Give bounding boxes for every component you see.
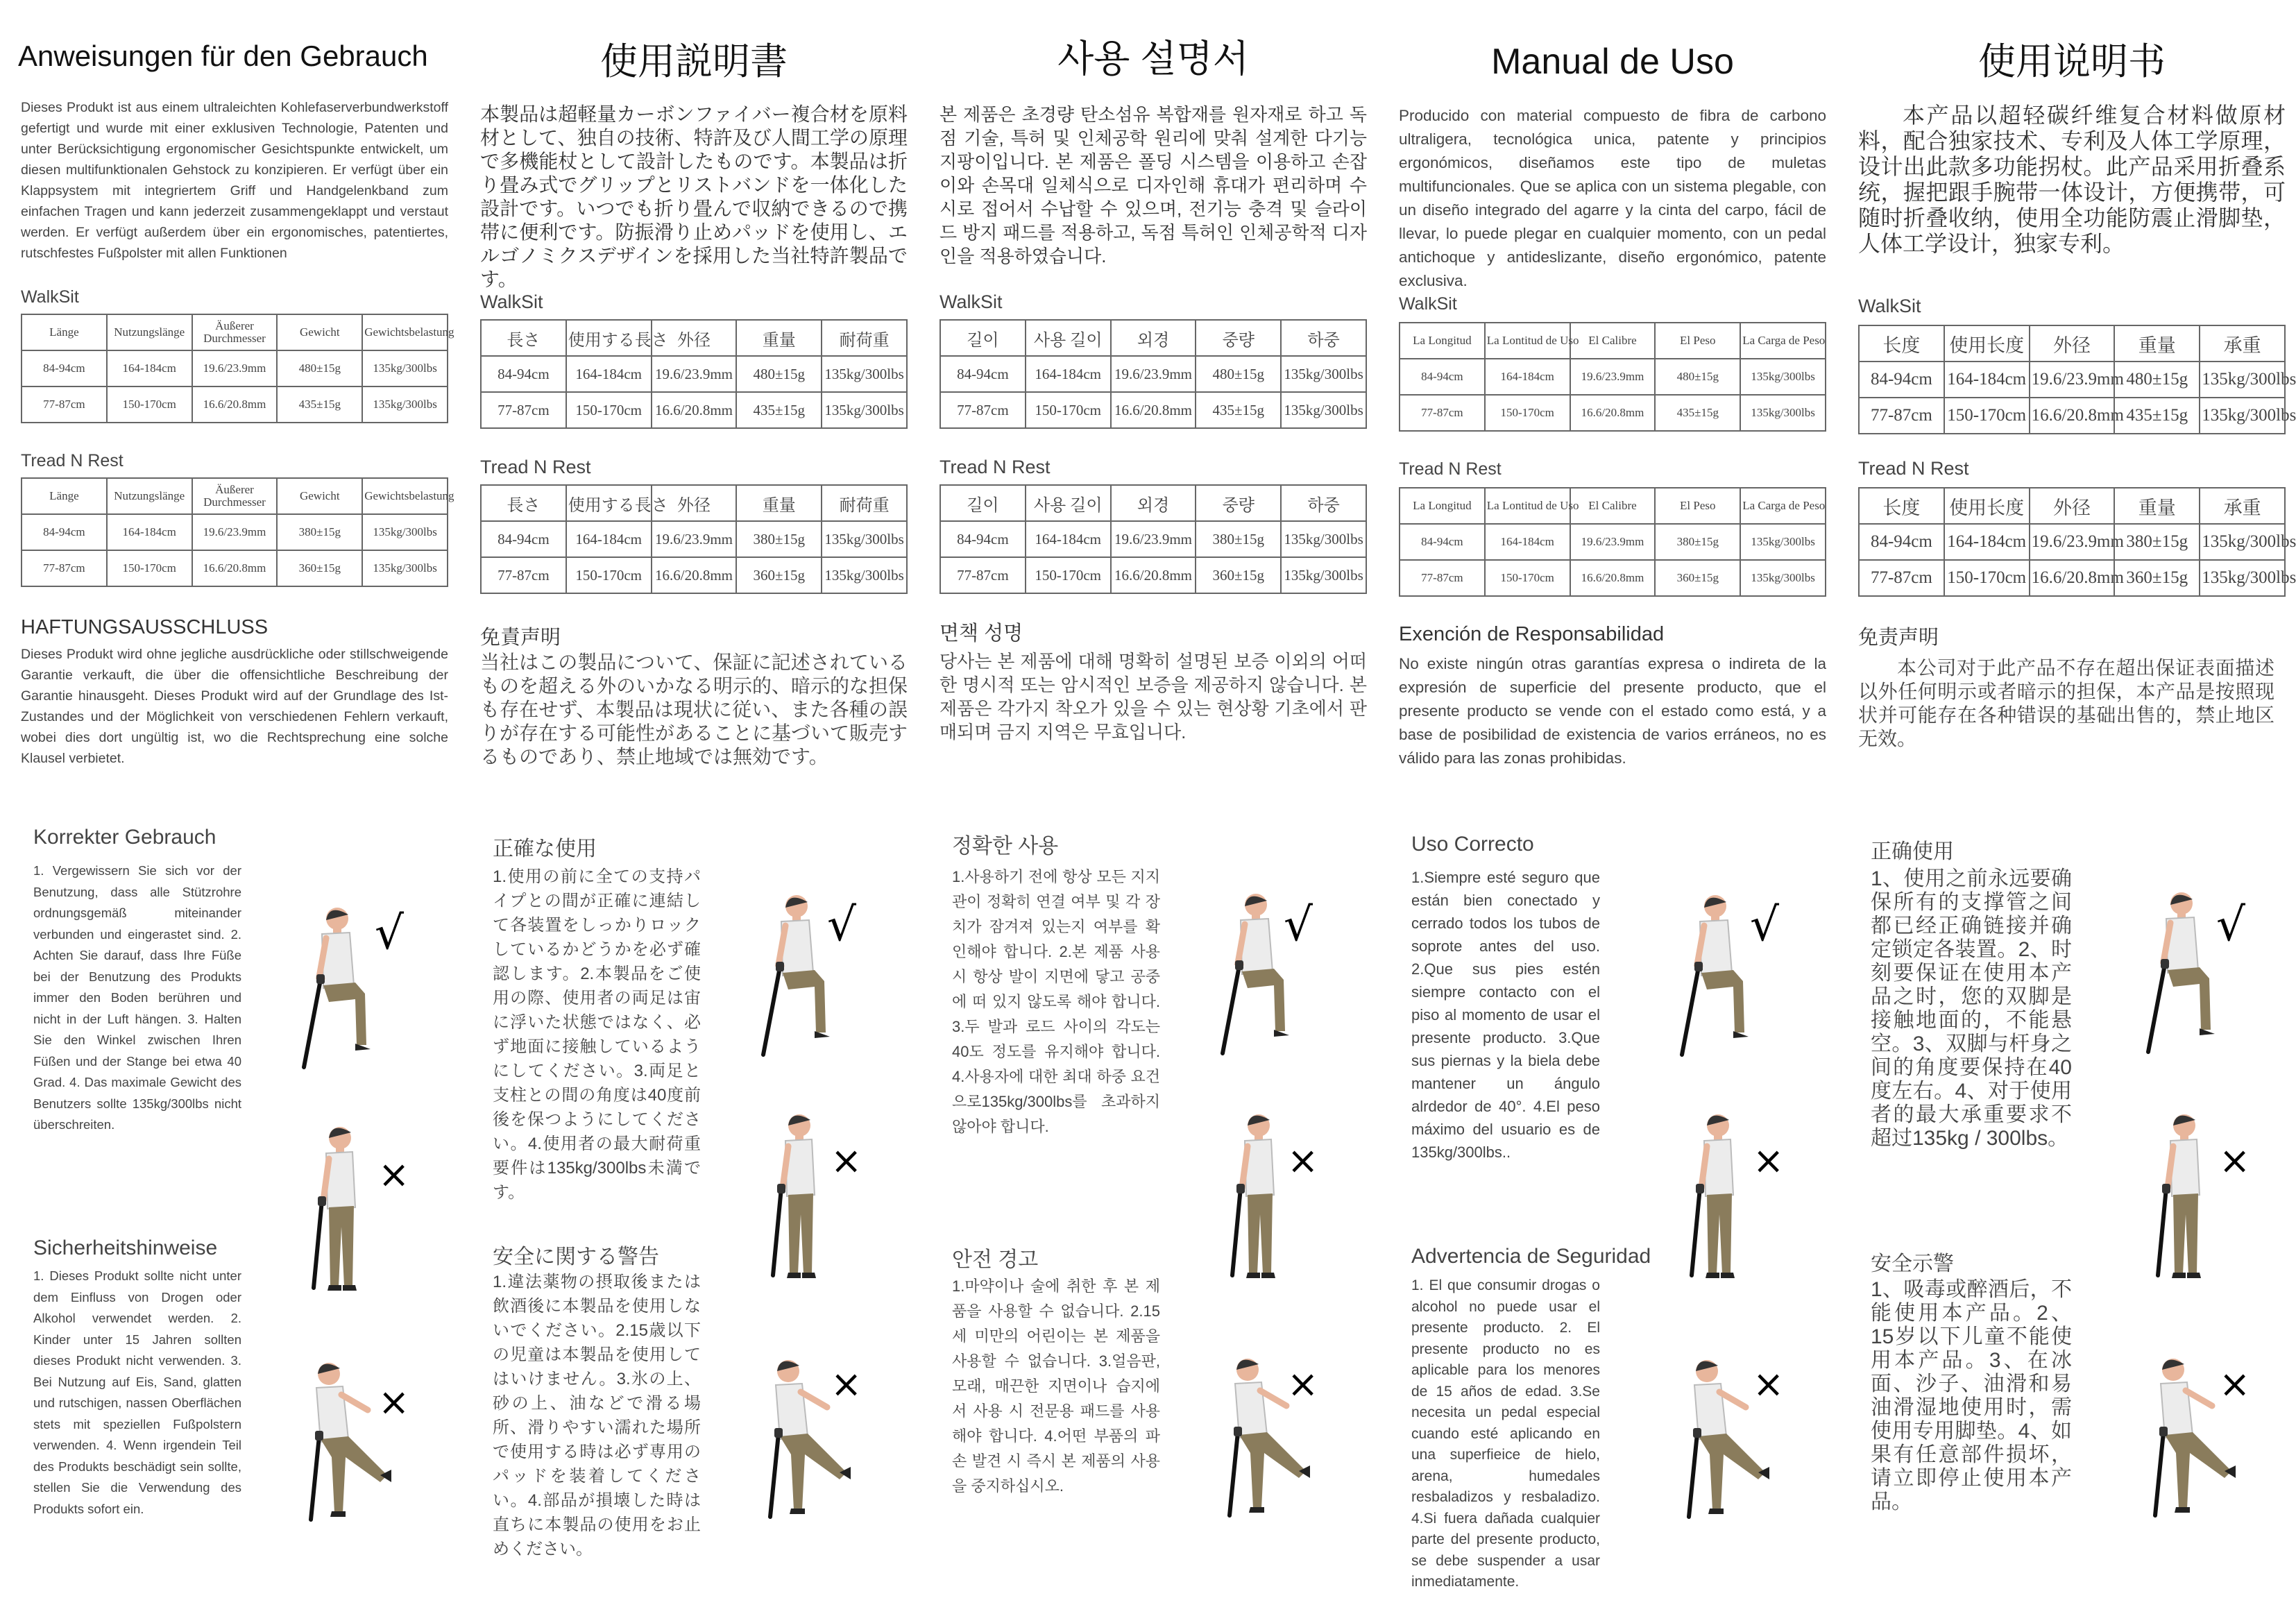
disclaimer-text: Dieses Produkt wird ohne jegliche ausdrückliche oder stillschweigende Garantie verkauft, die über die offensichtliche Beschreibung der Garantie hinausgeht. Dieses Produkt wird auf der Grundlage des Ist-Zustandes und der Möglichkeit von verschiedenen Fehlern verkauft, wobei dies dort ungültig ist, wo die Rechtsprechung eine solche Klausel verbietet. bbox=[21, 647, 448, 766]
header-cell: 耐荷重 bbox=[822, 485, 907, 521]
treadnrest-spec-table bbox=[1399, 487, 1826, 597]
cross-mark: × bbox=[1753, 1362, 1785, 1406]
table-cell: 19.6/23.9mm bbox=[2030, 524, 2115, 560]
usage-text: 1.使用の前に全ての支持パイプとの間が正確に連結して各装置をしっかりロックしているかどうかを必ず確認します。2.本製品をご使用の際、使用者の両足は宙に浮いた状態ではなく、必ず地面に接触しているようにしてください。3.両足と支柱との間の角度は40度前後を保つようにしてください。4.使用者の最大耐荷重要件は135kg/300lbs未満です。 bbox=[493, 867, 701, 1202]
header-cell: El Calibre bbox=[1570, 488, 1656, 524]
disclaimer-text: 当社はこの製品について、保証に記述されているものを超える外のいかなる明示的、暗示的な担保も存在せず、本製品は現状に従い、また各種の誤りが存在する可能性があることに基づいて販売するものであり、禁止地域では無効です。 bbox=[480, 652, 908, 767]
table-cell: 135kg/300lbs bbox=[1740, 524, 1826, 560]
column-spanish bbox=[1391, 0, 1835, 1623]
table-header-row bbox=[1859, 325, 2285, 362]
table-cell: 84-94cm bbox=[22, 514, 107, 550]
cross-mark: × bbox=[831, 1139, 862, 1182]
table-row bbox=[940, 392, 1366, 428]
header-cell: 耐荷重 bbox=[822, 320, 907, 356]
table-cell: 435±15g bbox=[1655, 395, 1740, 431]
usage-title: Uso Correcto bbox=[1411, 833, 1534, 856]
table-header-row bbox=[22, 478, 448, 514]
usage-title: 정확한 사용 bbox=[952, 835, 1059, 858]
disclaimer-text: 本公司对于此产品不存在超出保证表面描述以外任何明示或者暗示的担保，本产品是按照现状并可能存在各种错误的基础出售的，禁止地区无效。 bbox=[1858, 657, 2274, 749]
table-row bbox=[22, 350, 448, 386]
column-german bbox=[12, 0, 457, 1623]
header-cell: El Calibre bbox=[1570, 323, 1656, 359]
usage-title: 正確な使用 bbox=[493, 838, 597, 860]
table-cell: 380±15g bbox=[1196, 521, 1281, 557]
table-cell: 380±15g bbox=[1655, 524, 1740, 560]
table-cell: 16.6/20.8mm bbox=[1570, 395, 1656, 431]
table-header-row bbox=[940, 320, 1366, 356]
header-cell: 外径 bbox=[2030, 488, 2115, 524]
table-cell: 135kg/300lbs bbox=[822, 557, 907, 593]
table-cell: 135kg/300lbs bbox=[1281, 392, 1366, 428]
header-cell: 使用する長さ bbox=[566, 485, 652, 521]
table-cell: 135kg/300lbs bbox=[822, 356, 907, 392]
table-cell: 380±15g bbox=[2114, 524, 2200, 560]
table-row bbox=[1859, 362, 2285, 398]
table-cell: 84-94cm bbox=[1859, 362, 1944, 398]
header-cell: Gewichtsbelastung bbox=[362, 478, 448, 514]
table-cell: 77-87cm bbox=[1859, 560, 1944, 596]
header-cell: 外径 bbox=[652, 320, 737, 356]
safety-title: Advertencia de Seguridad bbox=[1411, 1245, 1651, 1268]
cross-mark: × bbox=[2219, 1362, 2251, 1406]
table-cell: 135kg/300lbs bbox=[822, 521, 907, 557]
table-cell: 84-94cm bbox=[940, 356, 1026, 392]
treadnrest-title: Tread N Rest bbox=[480, 457, 591, 477]
table-cell: 150-170cm bbox=[1944, 398, 2030, 434]
table-cell: 16.6/20.8mm bbox=[1111, 557, 1196, 593]
table-row bbox=[481, 521, 907, 557]
table-header-row bbox=[940, 485, 1366, 521]
table-row bbox=[1400, 560, 1826, 596]
safety-title: Sicherheitshinweise bbox=[33, 1237, 218, 1259]
table-cell: 135kg/300lbs bbox=[1740, 560, 1826, 596]
table-cell: 150-170cm bbox=[1026, 557, 1111, 593]
table-cell: 19.6/23.9mm bbox=[2030, 362, 2115, 398]
walksit-title: WalkSit bbox=[480, 291, 543, 312]
table-cell: 77-87cm bbox=[481, 557, 566, 593]
table-cell: 135kg/300lbs bbox=[2200, 524, 2285, 560]
header-cell: Gewichtsbelastung bbox=[362, 314, 448, 350]
table-cell: 164-184cm bbox=[107, 514, 192, 550]
table-cell: 150-170cm bbox=[107, 550, 192, 586]
table-cell: 135kg/300lbs bbox=[2200, 398, 2285, 434]
table-cell: 135kg/300lbs bbox=[1281, 356, 1366, 392]
table-row bbox=[940, 521, 1366, 557]
header-cell: Nutzungslänge bbox=[107, 478, 192, 514]
table-cell: 135kg/300lbs bbox=[1740, 359, 1826, 395]
header-cell: 长度 bbox=[1859, 488, 1944, 524]
header-cell: El Peso bbox=[1655, 488, 1740, 524]
cross-mark: × bbox=[1287, 1362, 1319, 1406]
treadnrest-spec-table bbox=[480, 484, 908, 594]
disclaimer-text: 당사는 본 제품에 대해 명확히 설명된 보증 이외의 어떠한 명시적 또는 암시적인 보증을 제공하지 않습니다. 본 제품은 각가지 착오가 있을 수 있는 현상황 기초에서 판매되며 금지 지역은 무효입니다. bbox=[939, 651, 1367, 742]
table-cell: 480±15g bbox=[1196, 356, 1281, 392]
header-cell: La Longitud bbox=[1400, 488, 1485, 524]
safety-title: 安全に関する警告 bbox=[493, 1246, 659, 1268]
table-cell: 150-170cm bbox=[1026, 392, 1111, 428]
check-mark: √ bbox=[1284, 898, 1313, 951]
table-cell: 19.6/23.9mm bbox=[192, 350, 278, 386]
treadnrest-title: Tread N Rest bbox=[939, 457, 1051, 477]
table-header-row bbox=[22, 314, 448, 350]
header-cell: El Peso bbox=[1655, 323, 1740, 359]
table-row bbox=[940, 356, 1366, 392]
disclaimer-title: 면책 성명 bbox=[939, 622, 1023, 645]
usage-title: Korrekter Gebrauch bbox=[33, 826, 216, 849]
table-cell: 135kg/300lbs bbox=[2200, 362, 2285, 398]
walksit-spec-table bbox=[480, 319, 908, 429]
header-cell: Gewicht bbox=[277, 478, 362, 514]
table-cell: 150-170cm bbox=[566, 557, 652, 593]
table-header-row bbox=[481, 485, 907, 521]
header-cell: 使用长度 bbox=[1944, 488, 2030, 524]
walksit-spec-table bbox=[939, 319, 1367, 429]
table-cell: 480±15g bbox=[1655, 359, 1740, 395]
table-cell: 164-184cm bbox=[1026, 356, 1111, 392]
treadnrest-title: Tread N Rest bbox=[21, 451, 124, 470]
header-cell: La Carga de Peso bbox=[1740, 488, 1826, 524]
cross-mark: × bbox=[831, 1362, 862, 1406]
table-cell: 84-94cm bbox=[940, 521, 1026, 557]
table-cell: 164-184cm bbox=[1944, 524, 2030, 560]
header-cell: 길이 bbox=[940, 485, 1026, 521]
table-cell: 84-94cm bbox=[481, 356, 566, 392]
table-cell: 164-184cm bbox=[566, 356, 652, 392]
header-cell: 承重 bbox=[2200, 488, 2285, 524]
check-mark: √ bbox=[1750, 898, 1780, 951]
table-header-row bbox=[1400, 323, 1826, 359]
cross-mark: × bbox=[378, 1153, 410, 1196]
disclaimer-title: Exención de Responsabilidad bbox=[1399, 623, 1665, 645]
table-cell: 360±15g bbox=[2114, 560, 2200, 596]
disclaimer-title: 免責声明 bbox=[480, 627, 561, 649]
column-chinese bbox=[1850, 0, 2294, 1623]
table-cell: 84-94cm bbox=[1400, 359, 1485, 395]
standing-person-figure bbox=[2127, 1110, 2252, 1284]
header-cell: 외경 bbox=[1111, 320, 1196, 356]
table-row bbox=[1859, 398, 2285, 434]
header-cell: 외경 bbox=[1111, 485, 1196, 521]
table-cell: 150-170cm bbox=[107, 386, 192, 423]
table-cell: 16.6/20.8mm bbox=[652, 392, 737, 428]
header-cell: Nutzungslänge bbox=[107, 314, 192, 350]
header-cell: 사용 길이 bbox=[1026, 320, 1111, 356]
table-cell: 135kg/300lbs bbox=[822, 392, 907, 428]
cross-mark: × bbox=[2219, 1139, 2251, 1182]
treadnrest-spec-table bbox=[939, 484, 1367, 594]
table-row bbox=[1400, 359, 1826, 395]
cross-mark: × bbox=[1753, 1139, 1785, 1182]
header-cell: Gewicht bbox=[277, 314, 362, 350]
walksit-spec-table bbox=[1399, 322, 1826, 432]
table-cell: 77-87cm bbox=[940, 392, 1026, 428]
table-cell: 16.6/20.8mm bbox=[652, 557, 737, 593]
table-cell: 19.6/23.9mm bbox=[652, 521, 737, 557]
treadnrest-title: Tread N Rest bbox=[1858, 458, 1969, 479]
header-cell: 重量 bbox=[736, 320, 822, 356]
usage-text: 1.사용하기 전에 항상 모든 지지관이 정확히 연결 여부 및 각 장치가 잠겨져 있는지 여부를 확인해야 합니다. 2.본 제품 사용 시 항상 발이 지면에 닿고 공중에 떠 있지 않도록 해야 합니다. 3.두 발과 로드 사이의 각도는 40도 정도를 유지해야 합니다. 4.사용자에 대한 최대 하중 요건으로135kg/300lbs를 초과하지 않아야 합니다. bbox=[952, 868, 1160, 1135]
header-cell: La Lontitud de Uso bbox=[1485, 488, 1570, 524]
usage-title: 正确使用 bbox=[1871, 840, 1954, 863]
table-row bbox=[1400, 395, 1826, 431]
table-cell: 435±15g bbox=[736, 392, 822, 428]
table-cell: 480±15g bbox=[736, 356, 822, 392]
header-cell: 길이 bbox=[940, 320, 1026, 356]
table-row bbox=[1400, 524, 1826, 560]
header-cell: La Carga de Peso bbox=[1740, 323, 1826, 359]
table-cell: 150-170cm bbox=[1485, 395, 1570, 431]
walksit-spec-table bbox=[21, 314, 454, 423]
table-cell: 135kg/300lbs bbox=[1281, 557, 1366, 593]
disclaimer-title: 免责声明 bbox=[1858, 627, 1939, 649]
table-cell: 19.6/23.9mm bbox=[1111, 356, 1196, 392]
safety-title: 安全示警 bbox=[1871, 1252, 1954, 1275]
table-header-row bbox=[1859, 488, 2285, 524]
table-row bbox=[1859, 524, 2285, 560]
header-cell: 重量 bbox=[2114, 325, 2200, 362]
table-cell: 360±15g bbox=[736, 557, 822, 593]
walksit-spec-table bbox=[1858, 325, 2296, 434]
table-cell: 164-184cm bbox=[1026, 521, 1111, 557]
table-cell: 135kg/300lbs bbox=[1281, 521, 1366, 557]
usage-text: 1、使用之前永远要确保所有的支撑管之间都已经正确链接并确定锁定各装置。2、时刻要保证在使用本产品之时，您的双脚是接触地面的，不能悬空。3、双脚与杆身之间的角度要保持在40度左右。4、对于使用者的最大承重要求不超过135kg / 300lbs。 bbox=[1871, 867, 2072, 1150]
header-cell: 长度 bbox=[1859, 325, 1944, 362]
safety-text: 1. El que consumir drogas o alcohol no puede usar el presente producto. 2. El presente producto no es aplicable para los menores de 15 años de edad. 3.Se necesita un pedal especial cuando esté aplicando en una superfieice de hielo, arena, humedales resbaladizos y resbaladizo. 4.Si fuera dañada cualquier parte del presente producto, se debe suspender a usar inmediatamente. bbox=[1411, 1277, 1600, 1590]
usage-text: 1. Vergewissern Sie sich vor der Benutzung, dass alle Stützrohre ordnungsgemäß miteinander verbunden und eingerastet sind. 2. Achten Sie darauf, dass Ihre Füße bei der Benutzung des Produkts immer den Boden berühren und nicht in der Luft hängen. 3. Halten Sie den Winkel zwischen Ihren Füßen und der Stange bei etwa 40 Grad. 4. Das maximale Gewicht des Benutzers sollte 135kg/300lbs nicht überschreiten. bbox=[33, 863, 241, 1132]
table-row bbox=[481, 356, 907, 392]
walksit-title: WalkSit bbox=[21, 287, 79, 307]
header-cell: 중량 bbox=[1196, 320, 1281, 356]
cross-mark: × bbox=[1287, 1139, 1319, 1182]
check-mark: √ bbox=[2216, 898, 2246, 951]
safety-text: 1. Dieses Produkt sollte nicht unter dem Einfluss von Drogen oder Alkohol verwendet werden. 2. Kinder unter 15 Jahren sollten dieses Produkt nicht verwenden. 3. Bei Nutzung auf Eis, Sand, glatten und rutschigen, nassen Oberflächen stets mit speziellen Fußpolstern verwenden. 4. Wenn irgendein Teil des Produkts beschädigt sein sollte, stellen Sie die Verwendung des Produkts sofort ein. bbox=[33, 1268, 241, 1516]
intro-text: 本製品は超軽量カーボンファイバー複合材を原料材として、独自の技術、特許及び人間工学の原理で多機能杖として設計したものです。本製品は折り畳み式でグリップとリストバンドを一体化した設計です。いつでも折り畳んで収納できるので携帯に便利です。防振滑り止めパッドを使用し、エルゴノミクスデザインを採用した当社特許製品です。 bbox=[480, 103, 908, 290]
table-cell: 150-170cm bbox=[1944, 560, 2030, 596]
walksit-title: WalkSit bbox=[939, 291, 1003, 312]
check-mark: √ bbox=[827, 898, 857, 951]
table-cell: 135kg/300lbs bbox=[362, 386, 448, 423]
column-title: 使用说明书 bbox=[1978, 41, 2166, 83]
usage-text: 1.Siempre esté seguro que están bien conectado y cerrado todos los tubos de soprote antes del uso. 2.Que sus pies estén siempre contacto con el piso al momento de usar el presente producto. 3.Que sus piernas y la biela debe mantener un ángulo alrdedor de 40°. 4.El peso máximo del usuario es de 135kg/300lbs.. bbox=[1411, 869, 1600, 1161]
table-cell: 135kg/300lbs bbox=[1740, 395, 1826, 431]
table-cell: 380±15g bbox=[736, 521, 822, 557]
table-cell: 77-87cm bbox=[1859, 398, 1944, 434]
walksit-title: WalkSit bbox=[1399, 294, 1457, 314]
table-row bbox=[481, 557, 907, 593]
table-cell: 16.6/20.8mm bbox=[192, 550, 278, 586]
cross-mark: × bbox=[378, 1380, 410, 1424]
header-cell: 사용 길이 bbox=[1026, 485, 1111, 521]
table-cell: 164-184cm bbox=[107, 350, 192, 386]
header-cell: 使用する長さ bbox=[566, 320, 652, 356]
table-row bbox=[481, 392, 907, 428]
table-cell: 164-184cm bbox=[1485, 359, 1570, 395]
disclaimer-title: HAFTUNGSAUSSCHLUSS bbox=[21, 616, 269, 638]
table-cell: 84-94cm bbox=[1859, 524, 1944, 560]
column-title: Manual de Uso bbox=[1491, 42, 1734, 82]
column-japanese bbox=[472, 0, 916, 1623]
table-header-row bbox=[481, 320, 907, 356]
header-cell: 중량 bbox=[1196, 485, 1281, 521]
table-cell: 77-87cm bbox=[1400, 560, 1485, 596]
table-cell: 77-87cm bbox=[481, 392, 566, 428]
table-cell: 16.6/20.8mm bbox=[2030, 560, 2115, 596]
standing-person-figure bbox=[1202, 1110, 1327, 1284]
header-cell: La Longitud bbox=[1400, 323, 1485, 359]
disclaimer-text: No existe ningún otras garantías expresa o indireta de la expresión de superficie del presente producto, que el presente producto se vende con el estado como está, y a base de posibilidad de existencia de varios erráneos, no es válido para las zonas prohibidas. bbox=[1399, 655, 1826, 767]
column-title: 사용 설명서 bbox=[1057, 38, 1249, 80]
table-cell: 150-170cm bbox=[1485, 560, 1570, 596]
column-title: 使用説明書 bbox=[600, 41, 788, 83]
table-row bbox=[22, 386, 448, 423]
table-cell: 16.6/20.8mm bbox=[2030, 398, 2115, 434]
table-cell: 135kg/300lbs bbox=[2200, 560, 2285, 596]
table-cell: 380±15g bbox=[277, 514, 362, 550]
table-cell: 16.6/20.8mm bbox=[192, 386, 278, 423]
table-cell: 84-94cm bbox=[481, 521, 566, 557]
header-cell: 承重 bbox=[2200, 325, 2285, 362]
header-cell: Äußerer Durchmesser bbox=[192, 478, 278, 514]
intro-text: Producido con material compuesto de fibra de carbono ultraligera, tecnológica unica, patente y principios ergonómicos, diseñamos este tipo de muletas multifuncionales. Que se aplica con un sistema plegable, con un diseño integrado del agarre y la cinta del carpo, fácil de llevar, lo puede plegar en cualquier momento, con un pedal antichoque y antideslizante, diseño ergonómico, patente exclusiva. bbox=[1399, 107, 1826, 289]
header-cell: 使用长度 bbox=[1944, 325, 2030, 362]
table-cell: 19.6/23.9mm bbox=[1111, 521, 1196, 557]
table-cell: 84-94cm bbox=[1400, 524, 1485, 560]
table-cell: 360±15g bbox=[277, 550, 362, 586]
standing-person-figure bbox=[742, 1110, 867, 1284]
table-cell: 435±15g bbox=[277, 386, 362, 423]
table-row bbox=[940, 557, 1366, 593]
table-cell: 77-87cm bbox=[22, 550, 107, 586]
header-cell: 重量 bbox=[736, 485, 822, 521]
table-cell: 360±15g bbox=[1196, 557, 1281, 593]
table-cell: 360±15g bbox=[1655, 560, 1740, 596]
table-cell: 435±15g bbox=[1196, 392, 1281, 428]
intro-text: 本产品以超轻碳纤维复合材料做原材料，配合独家技术、专利及人体工学原理，设计出此款多功能拐杖。此产品采用折叠系统，握把跟手腕带一体设计，方便携带，可随时折叠收纳，使用全功能防震止滑脚垫，人体工学设计，独家专利。 bbox=[1858, 103, 2286, 256]
table-cell: 19.6/23.9mm bbox=[192, 514, 278, 550]
header-cell: 外径 bbox=[652, 485, 737, 521]
header-cell: 長さ bbox=[481, 320, 566, 356]
walksit-title: WalkSit bbox=[1858, 296, 1921, 316]
table-cell: 135kg/300lbs bbox=[362, 550, 448, 586]
column-title: Anweisungen für den Gebrauch bbox=[18, 40, 428, 72]
column-korean bbox=[931, 0, 1375, 1623]
table-cell: 480±15g bbox=[277, 350, 362, 386]
table-cell: 19.6/23.9mm bbox=[1570, 359, 1656, 395]
check-mark: √ bbox=[375, 906, 405, 960]
safety-text: 1.違法薬物の摂取後または飲酒後に本製品を使用しないでください。2.15歳以下の児童は本製品を使用してはいけません。3.氷の上、砂の上、油などで滑る場所、滑りやすい濡れた場所で使用する時は必ず専用のパッドを装着してください。4.部品が損壊した時は直ちに本製品の使用をお止めください。 bbox=[493, 1273, 701, 1558]
intro-text: 본 제품은 초경량 탄소섬유 복합재를 원자재로 하고 독점 기술, 특허 및 인체공학 원리에 맞춰 설계한 다기능 지팡이입니다. 본 제품은 폴딩 시스템을 이용하고 손잡이와 손목대 일체식으로 디자인해 휴대가 편리하며 수시로 접어서 수납할 수 있으며, 전기능 충격 및 슬라이드 방지 패드를 적용하고, 독점 특허인 인체공학적 디자인을 적용하였습니다. bbox=[939, 104, 1367, 266]
safety-text: 1、吸毒或醉酒后，不能使用本产品。2、15岁以下儿童不能使用本产品。3、在冰面、沙子、油滑和易油滑湿地使用时，需使用专用脚垫。4、如果有任意部件损坏，请立即停止使用本产品。 bbox=[1871, 1278, 2072, 1513]
table-cell: 135kg/300lbs bbox=[362, 350, 448, 386]
header-cell: Äußerer Durchmesser bbox=[192, 314, 278, 350]
table-cell: 84-94cm bbox=[22, 350, 107, 386]
header-cell: La Lontitud de Uso bbox=[1485, 323, 1570, 359]
header-cell: 外径 bbox=[2030, 325, 2115, 362]
header-cell: 하중 bbox=[1281, 485, 1366, 521]
table-row bbox=[22, 550, 448, 586]
table-cell: 16.6/20.8mm bbox=[1570, 560, 1656, 596]
table-cell: 19.6/23.9mm bbox=[652, 356, 737, 392]
table-cell: 164-184cm bbox=[1944, 362, 2030, 398]
table-row bbox=[22, 514, 448, 550]
header-cell: 重量 bbox=[2114, 488, 2200, 524]
standing-person-figure bbox=[1661, 1110, 1786, 1284]
table-cell: 164-184cm bbox=[566, 521, 652, 557]
standing-person-figure bbox=[283, 1123, 408, 1296]
intro-text: Dieses Produkt ist aus einem ultraleichten Kohlefaserverbundwerkstoff gefertigt und wurde mit einer exklusiven Technologie, Patenten und unter Berücksichtigung ergonomischer Gesichtspunkte entwickelt, um diesen multifunktionalen Gehstock zu konzipieren. Er verfügt über ein Klappsystem mit integriertem Griff und Handgelenkband zum einfachen Tragen und kann jederzeit zusammengeklappt und verstaut werden. Er verfügt außerdem über ein ergonomisches, patentiertes, rutschfestes Fußpolster mit allen Funktionen bbox=[21, 100, 448, 261]
header-cell: 長さ bbox=[481, 485, 566, 521]
header-cell: 하중 bbox=[1281, 320, 1366, 356]
safety-title: 안전 경고 bbox=[952, 1248, 1039, 1271]
header-cell: Länge bbox=[22, 478, 107, 514]
table-cell: 16.6/20.8mm bbox=[1111, 392, 1196, 428]
table-cell: 77-87cm bbox=[22, 386, 107, 423]
table-cell: 19.6/23.9mm bbox=[1570, 524, 1656, 560]
treadnrest-title: Tread N Rest bbox=[1399, 459, 1502, 479]
treadnrest-spec-table bbox=[21, 477, 454, 587]
table-cell: 480±15g bbox=[2114, 362, 2200, 398]
treadnrest-spec-table bbox=[1858, 487, 2296, 597]
table-header-row bbox=[1400, 488, 1826, 524]
table-cell: 77-87cm bbox=[1400, 395, 1485, 431]
table-cell: 164-184cm bbox=[1485, 524, 1570, 560]
safety-text: 1.마약이나 술에 취한 후 본 제품을 사용할 수 없습니다. 2.15세 미만의 어린이는 본 제품을 사용할 수 없습니다. 3.얼음판, 모래, 매끈한 지면이나 습지에서 사용 시 전문용 패드를 사용해야 합니다. 4.어떤 부품의 파손 발견 시 즉시 본 제품의 사용을 중지하십시오. bbox=[952, 1277, 1160, 1495]
table-cell: 135kg/300lbs bbox=[362, 514, 448, 550]
table-cell: 435±15g bbox=[2114, 398, 2200, 434]
header-cell: Länge bbox=[22, 314, 107, 350]
table-cell: 150-170cm bbox=[566, 392, 652, 428]
table-cell: 77-87cm bbox=[940, 557, 1026, 593]
table-row bbox=[1859, 560, 2285, 596]
